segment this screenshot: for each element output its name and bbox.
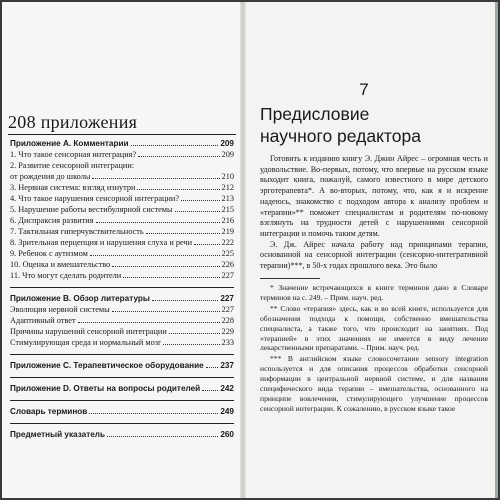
toc-section-text: Словарь терминов <box>10 407 88 416</box>
dot-leader <box>107 436 218 437</box>
dot-leader <box>169 333 220 334</box>
toc-section <box>10 293 234 304</box>
toc-item <box>10 171 234 182</box>
preface-title <box>260 103 421 147</box>
toc-item-page: 215 <box>221 205 234 214</box>
toc-header: 208 приложения <box>8 112 138 132</box>
toc-item-text: 3. Нервная система: взгляд изнутри <box>10 183 136 192</box>
toc-section <box>10 429 234 440</box>
toc-item <box>10 315 234 326</box>
toc-item-text: 4. Что такое нарушения сенсорной интеграции? <box>10 194 180 203</box>
preface-body <box>260 154 488 272</box>
dot-leader <box>112 266 219 267</box>
toc-item-page: 226 <box>221 260 234 269</box>
section-rule <box>10 377 234 378</box>
toc-section-page: 249 <box>220 407 234 416</box>
toc-item <box>10 149 234 160</box>
toc-section-page: 237 <box>220 361 234 370</box>
dot-leader <box>92 178 219 179</box>
dot-leader <box>96 222 220 223</box>
toc-item <box>10 182 234 193</box>
toc-item-text: от рождения до школы <box>10 172 91 181</box>
dot-leader <box>181 200 220 201</box>
dot-leader <box>138 156 219 157</box>
preface-title-line2: научного редактора <box>260 126 421 146</box>
dot-leader <box>90 255 220 256</box>
toc-section-page: 227 <box>220 294 234 303</box>
section-rule <box>10 354 234 355</box>
toc-item-text: Адаптивный ответ <box>10 316 76 325</box>
toc-item-text: 8. Зрительная перцепция и нарушения слуха и речи <box>10 238 193 247</box>
toc-item-text: Стимулирующая среда и нормальный мозг <box>10 338 162 347</box>
toc-item <box>10 326 234 337</box>
dot-leader <box>175 211 220 212</box>
dot-leader <box>146 233 220 234</box>
toc-item-page: 225 <box>221 249 234 258</box>
toc-section <box>10 406 234 417</box>
preface-title-line1: Предисловие <box>260 104 370 124</box>
toc-item-page: 209 <box>221 150 234 159</box>
toc-section <box>10 383 234 394</box>
toc-item-text: Причины нарушений сенсорной интеграции <box>10 327 167 336</box>
dot-leader <box>163 344 219 345</box>
toc-section-page: 260 <box>220 430 234 439</box>
table-of-contents <box>10 138 234 440</box>
toc-item-page: 212 <box>221 183 234 192</box>
toc-item <box>10 337 234 348</box>
dot-leader <box>123 277 219 278</box>
toc-item-page: 227 <box>221 271 234 280</box>
toc-section-text: Предметный указатель <box>10 430 106 439</box>
toc-item <box>10 248 234 259</box>
toc-section-text: Приложение A. Комментарии <box>10 139 129 148</box>
book-spine <box>240 2 246 498</box>
footnote: *** В английском языке словосочетание sensory integration используется и для описания процессов обработки сенсорной информации в центральной нервной системе, и для названия специфического вида терапии – вмешательства, основанного на принципе вовлечения, стимулирующего улучшение процессов сенсорной интеграции. К сожалению, в русском языке такое <box>260 354 488 413</box>
toc-item-page: 210 <box>221 172 234 181</box>
toc-item <box>10 160 234 171</box>
section-rule <box>10 287 234 288</box>
dot-leader <box>202 390 218 391</box>
dot-leader <box>131 145 219 146</box>
left-page <box>2 2 242 498</box>
toc-item <box>10 215 234 226</box>
toc-item <box>10 270 234 281</box>
footnote-rule <box>260 278 320 279</box>
footnote: * Значение встречающихся в книге терминов дано в Словаре терминов на с. 249. – Прим. науч. ред. <box>260 283 488 302</box>
page-edge <box>495 2 498 498</box>
toc-item-page: 213 <box>221 194 234 203</box>
toc-item <box>10 304 234 315</box>
toc-item <box>10 237 234 248</box>
toc-section-text: Приложение C. Терапевтическое оборудование <box>10 361 204 370</box>
chapter-number: 7 <box>359 80 369 99</box>
toc-item-page: 229 <box>221 327 234 336</box>
toc-item-page: 219 <box>221 227 234 236</box>
dot-leader <box>194 244 219 245</box>
toc-item-page: 216 <box>221 216 234 225</box>
toc-section-page: 242 <box>220 384 234 393</box>
toc-item-page: 228 <box>221 316 234 325</box>
toc-item-page: 227 <box>221 305 234 314</box>
footnote: ** Слово «терапия» здесь, как и во всей книге, используется для обозначения подхода к помощи, собственно вмешательства специалиста, а также того, что происходит на занятиях. Под «терапией» в этих значениях не имеется в виду лечение лекарственными препаратами. – Прим. науч. ред. <box>260 303 488 353</box>
header-rule <box>8 134 236 135</box>
toc-item-text: 2. Развитие сенсорной интеграции: <box>10 161 135 170</box>
toc-section-text: Приложение B. Обзор литературы <box>10 294 150 303</box>
toc-section-page: 209 <box>220 139 234 148</box>
toc-item <box>10 193 234 204</box>
dot-leader <box>89 413 218 414</box>
section-rule <box>10 423 234 424</box>
dot-leader <box>78 322 220 323</box>
book-spread <box>2 2 498 498</box>
dot-leader <box>152 300 218 301</box>
dot-leader <box>112 311 220 312</box>
toc-item-text: 6. Диспраксия развития <box>10 216 94 225</box>
toc-item-page: 222 <box>221 238 234 247</box>
toc-item-text: 5. Нарушение работы вестибулярной системы <box>10 205 173 214</box>
toc-item-text: Эволюция нервной системы <box>10 305 110 314</box>
toc-item <box>10 204 234 215</box>
toc-item-text: 10. Оценка и вмешательство <box>10 260 111 269</box>
toc-item-text: 7. Тактильная гиперчувствительность <box>10 227 144 236</box>
toc-item-text: 9. Ребенок с аутизмом <box>10 249 88 258</box>
toc-item <box>10 259 234 270</box>
toc-item-page: 233 <box>221 338 234 347</box>
toc-item <box>10 226 234 237</box>
toc-item-text: 11. Что могут сделать родители <box>10 271 122 280</box>
footnotes <box>260 283 488 415</box>
dot-leader <box>206 367 219 368</box>
toc-section-text: Приложение D. Ответы на вопросы родителей <box>10 384 201 393</box>
paragraph: Э. Дж. Айрес начала работу над принципами терапии, основанной на сенсорной интеграции (сенсорно-интегративной терапии)***, в 50-х годах прошлого века. Это было <box>260 239 488 271</box>
toc-item-text: 1. Что такое сенсорная интеграция? <box>10 150 137 159</box>
dot-leader <box>137 189 219 190</box>
section-rule <box>10 400 234 401</box>
toc-section <box>10 360 234 371</box>
toc-section <box>10 138 234 149</box>
paragraph: Готовить к изданию книгу Э. Джин Айрес – огромная честь и удовольствие. Во-первых, потому, что впервые на русском языке выходит книга, пожалуй, самого известного в мире детского эрготерапевта*. А во-вторых, потому, что, как я и искренне надеюсь, знакомство с подходом автора к анализу проблем и «терапии»** поможет специалистам и родителям по-новому взглянуть на трудности детей с нарушениями сенсорной интеграции и помочь таким детям. <box>260 154 488 238</box>
